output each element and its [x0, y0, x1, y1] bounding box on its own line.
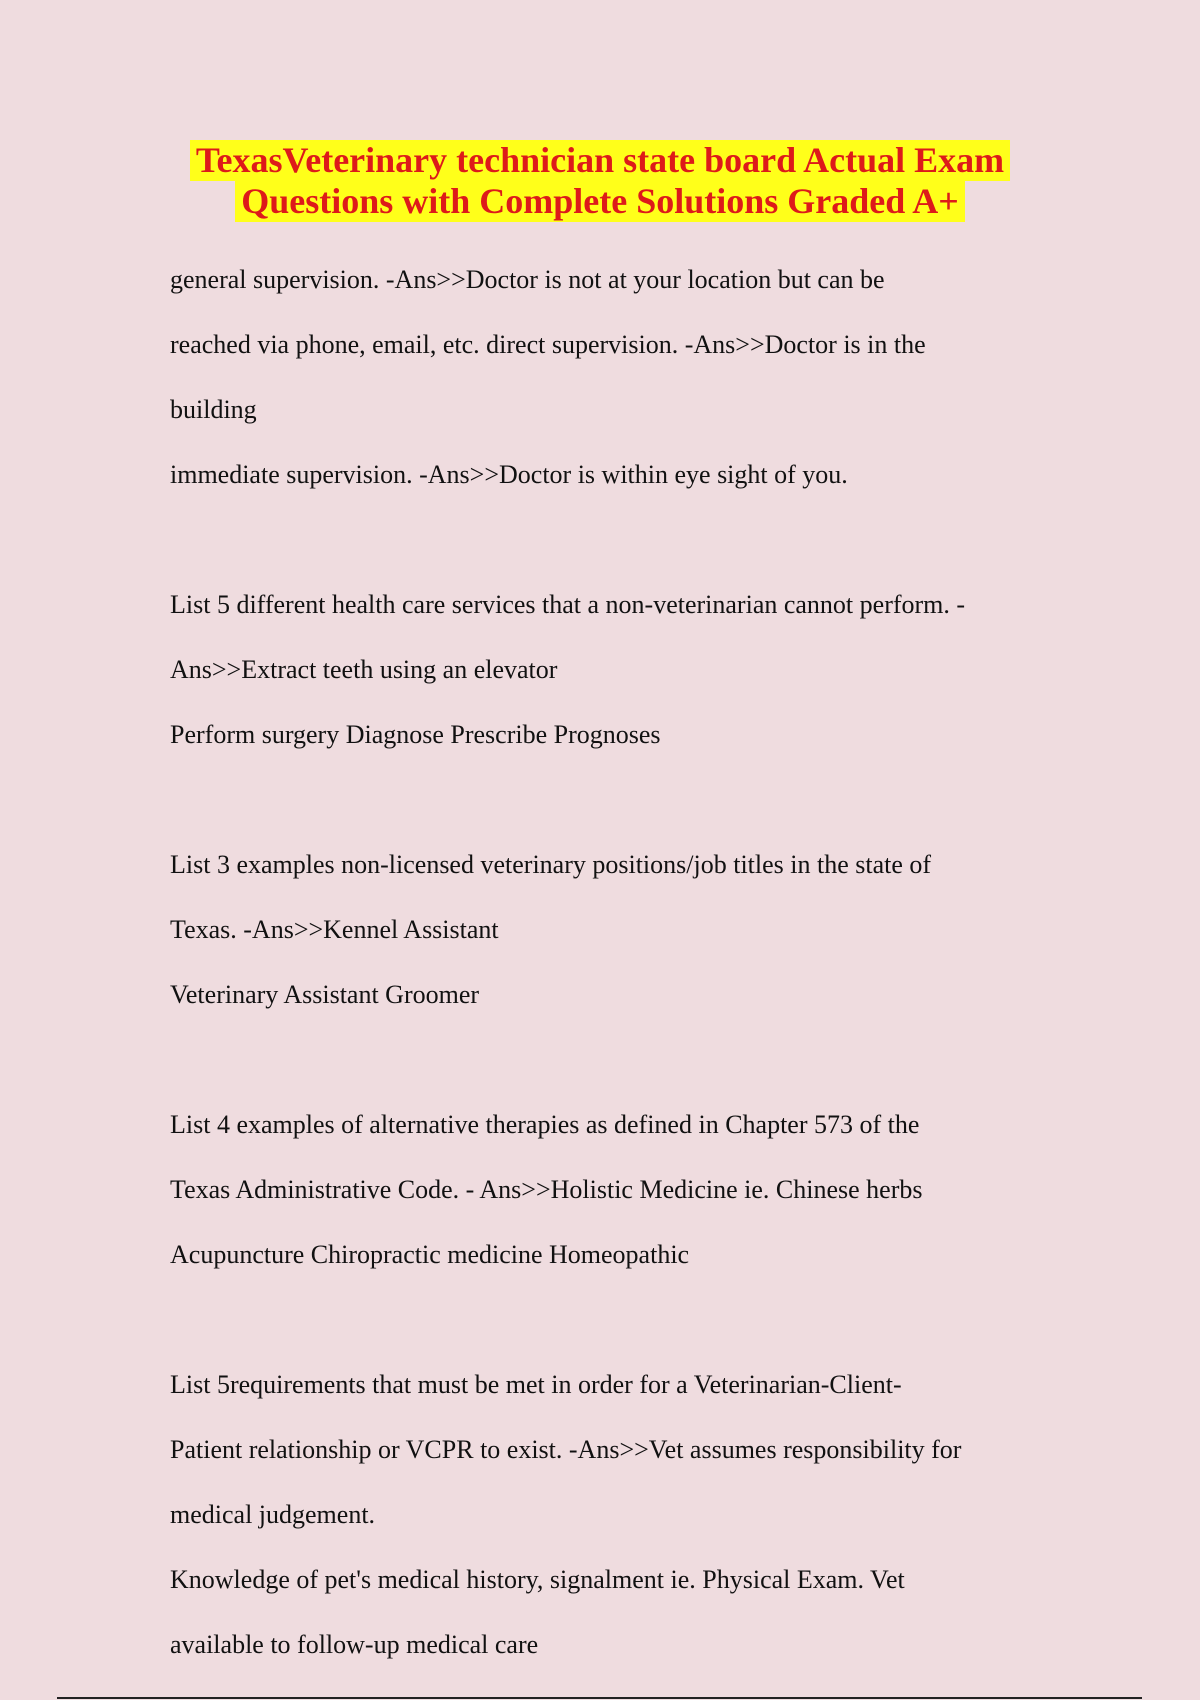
blank-line: [170, 1038, 1050, 1103]
text-line: Texas. -Ans>>Kennel Assistant: [170, 915, 499, 944]
text-line: reached via phone, email, etc. direct supervision. -Ans>>Doctor is in the: [170, 330, 926, 359]
text-line: List 5requirements that must be met in order for a Veterinarian-Client-: [170, 1370, 902, 1399]
text-line: Veterinary Assistant Groomer: [170, 980, 480, 1009]
text-line: Perform surgery Diagnose Prescribe Prognoses: [170, 720, 661, 749]
text-line: List 4 examples of alternative therapies as defined in Chapter 573 of the: [170, 1110, 920, 1139]
title-line-1: TexasVeterinary technician state board Actual Exam: [190, 140, 1010, 181]
title-line-2: Questions with Complete Solutions Graded A+: [235, 181, 965, 222]
text-line: Patient relationship or VCPR to exist. -Ans>>Vet assumes responsibility for: [170, 1435, 962, 1464]
document-title: [0, 140, 1200, 222]
text-line: general supervision. -Ans>>Doctor is not at your location but can be: [170, 265, 885, 294]
text-line: List 3 examples non-licensed veterinary positions/job titles in the state of: [170, 850, 932, 879]
text-line: Ans>>Extract teeth using an elevator: [170, 655, 558, 684]
text-line: available to follow-up medical care: [170, 1630, 539, 1659]
footer-divider: [57, 1697, 1142, 1699]
text-line: Texas Administrative Code. - Ans>>Holistic Medicine ie. Chinese herbs: [170, 1175, 923, 1204]
blank-line: [170, 518, 1050, 583]
text-line: List 5 different health care services that a non-veterinarian cannot perform. -: [170, 590, 966, 619]
text-line: medical judgement.: [170, 1500, 376, 1529]
blank-line: [170, 1298, 1050, 1363]
blank-line: [170, 778, 1050, 843]
text-line: building: [170, 395, 257, 424]
text-line: immediate supervision. -Ans>>Doctor is within eye sight of you.: [170, 460, 848, 489]
text-line: Acupuncture Chiropractic medicine Homeopathic: [170, 1240, 690, 1269]
text-line: Knowledge of pet's medical history, signalment ie. Physical Exam. Vet: [170, 1565, 905, 1594]
document-body: [170, 258, 1050, 1688]
